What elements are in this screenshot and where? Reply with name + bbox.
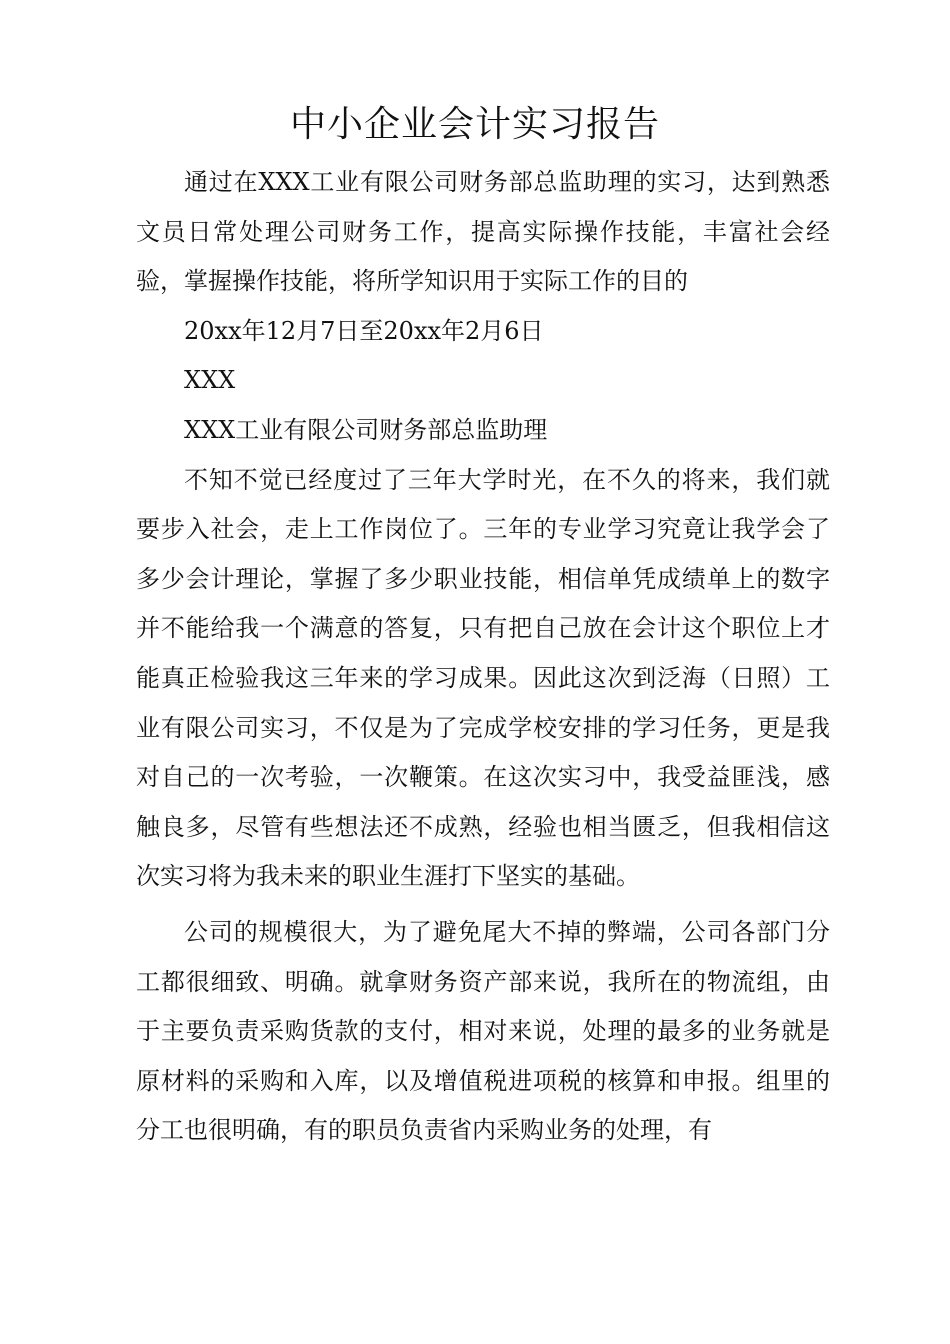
paragraph-name: XXX [184,366,236,395]
paragraph-period: 20xx年12月7日至20xx年2月6日 [184,316,544,345]
paragraph-purpose: 通过在XXX工业有限公司财务部总监助理的实习，达到熟悉文员日常处理公司财务工作，提高实际操作技能，丰富社会经验，掌握操作技能，将所学知识用于实际工作的目的 [136,168,830,296]
paragraph-position: XXX工业有限公司财务部总监助理 [184,415,548,444]
paragraph-company: 公司的规模很大，为了避免尾大不掉的弊端，公司各部门分工都很细致、明确。就拿财务资产部来说，我所在的物流组，由于主要负责采购货款的支付，相对来说，处理的最多的业务就是原材料的采购和入库，以及增值税进项税的核算和申报。组里的分工也很明确，有的职员负责省内采购业务的处理，有 [136,917,830,1145]
document-body [136,158,830,1156]
paragraph-introduction: 不知不觉已经度过了三年大学时光，在不久的将来，我们就要步入社会，走上工作岗位了。三年的专业学习究竟让我学会了多少会计理论，掌握了多少职业技能，相信单凭成绩单上的数字并不能给我一个满意的答复，只有把自己放在会计这个职位上才能真正检验我这三年来的学习成果。因此这次到泛海（日照）工业有限公司实习，不仅是为了完成学校安排的学习任务，更是我对自己的一次考验，一次鞭策。在这次实习中，我受益匪浅，感触良多，尽管有些想法还不成熟，经验也相当匮乏，但我相信这次实习将为我未来的职业生涯打下坚实的基础。 [136,465,830,891]
document-title: 中小企业会计实习报告 [289,104,660,145]
